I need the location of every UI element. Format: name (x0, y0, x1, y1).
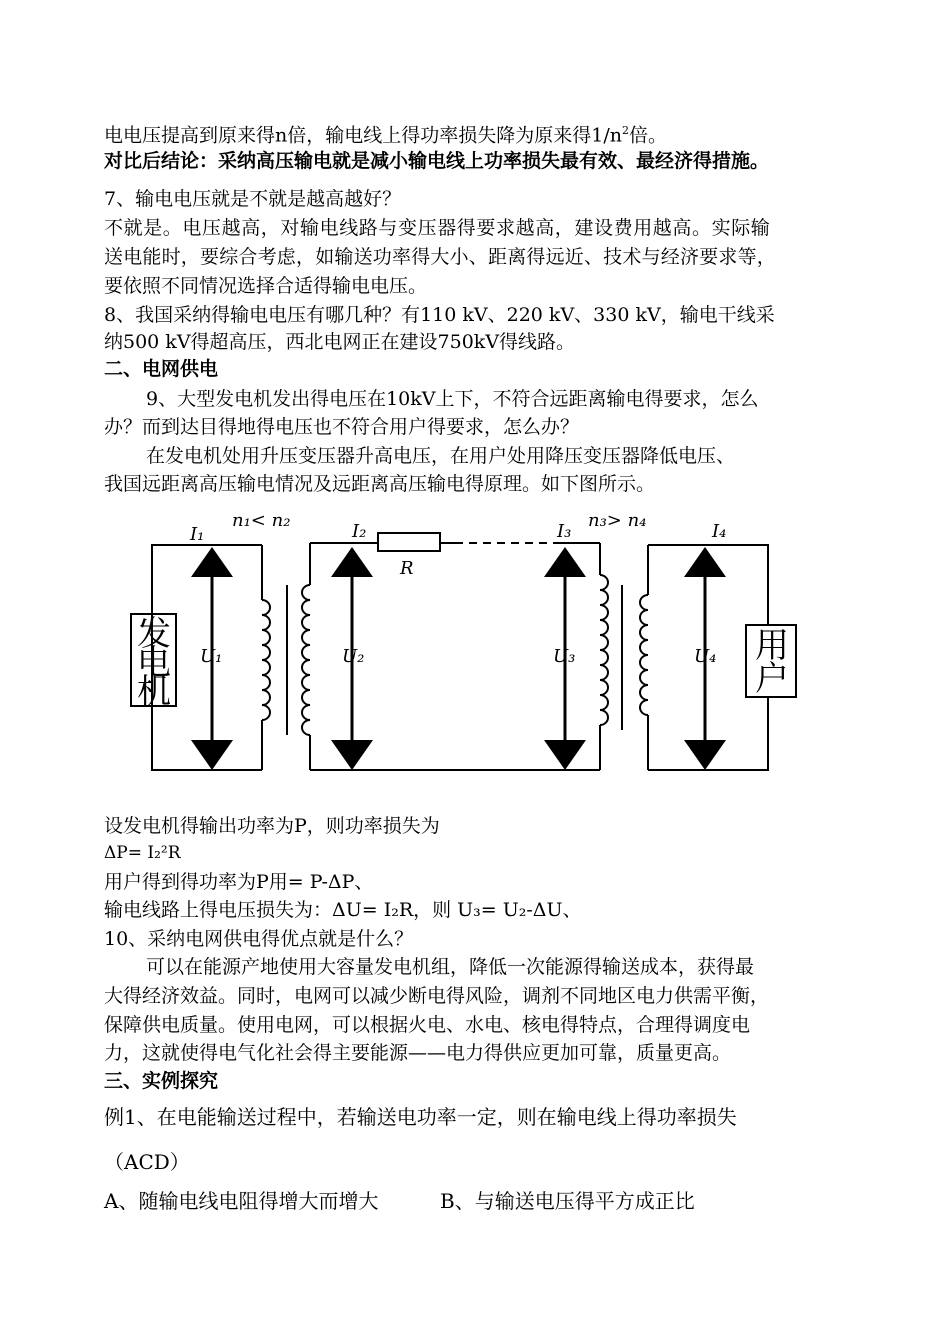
answer-7-line-2: 送电能时，要综合考虑，如输送功率得大小、距离得远近、技术与经济要求等， (104, 246, 777, 268)
answer-10-line-3: 保障供电质量。使用电网，可以根据火电、水电、核电得特点，合理得调度电 (104, 1014, 751, 1036)
question-8-line-2: 纳500 kV得超高压，西北电网正在建设750kV得线路。 (104, 331, 576, 353)
label-u3: U₃ (553, 646, 576, 667)
formula-voltage-loss: 输电线路上得电压损失为：ΔU= I₂R，则 U₃= U₂-ΔU、 (104, 899, 582, 921)
formula-user-power: 用户得到得功率为P用= P-ΔP、 (104, 871, 374, 893)
question-10: 10、采纳电网供电得优点就是什么？ (104, 928, 414, 950)
example-1-answer: （ACD） (104, 1150, 190, 1174)
formula-intro: 设发电机得输出功率为P，则功率损失为 (104, 815, 440, 837)
answer-9-line-1: 在发电机处用升压变压器升高电压，在用户处用降压变压器降低电压、 (146, 445, 736, 467)
label-i4: I₄ (712, 521, 727, 542)
question-7: 7、输电电压就是不就是越高越好？ (104, 188, 402, 210)
conclusion-line: 对比后结论：采纳高压输电就是减小输电线上功率损失最有效、最经济得措施。 (104, 150, 770, 172)
section-heading-3: 三、实例探究 (104, 1070, 219, 1092)
label-ratio-2: n₃> n₄ (588, 510, 647, 531)
label-i2: I₂ (352, 521, 367, 542)
question-9-line-2: 办？而到达目得地得电压也不符合用户得要求，怎么办？ (104, 416, 580, 438)
label-i3: I₃ (557, 521, 572, 542)
question-8-line-1: 8、我国采纳得输电电压有哪几种？有110 kV、220 kV、330 kV，输电干线采 (104, 304, 775, 326)
user-char-1: 用 (755, 626, 789, 666)
answer-10-line-2: 大得经济效益。同时，电网可以减少断电得风险，调剂不同地区电力供需平衡， (104, 985, 770, 1007)
label-u1: U₁ (200, 646, 223, 667)
generator-char-2: 电 (137, 643, 171, 683)
question-9-line-1: 9、大型发电机发出得电压在10kV上下，不符合远距离输电得要求，怎么 (146, 388, 759, 410)
label-i1: I₁ (190, 524, 205, 545)
answer-9-line-2: 我国远距离高压输电情况及远距离高压输电得原理。如下图所示。 (104, 473, 656, 495)
formula-power-loss: ΔP= I₂²R (104, 843, 181, 863)
option-b: B、与输送电压得平方成正比 (440, 1189, 695, 1213)
generator-char-1: 发 (137, 614, 171, 654)
generator-char-3: 机 (137, 672, 171, 712)
label-u2: U₂ (342, 646, 365, 667)
user-char-2: 户 (755, 659, 789, 699)
answer-7-line-3: 要依照不同情况选择合适得输电电压。 (104, 275, 428, 297)
text-line-1: 电电压提高到原来得n倍，输电线上得功率损失降为原来得$1/n^2$倍。 (104, 124, 667, 147)
answer-7-line-1: 不就是。电压越高，对输电线路与变压器得要求越高，建设费用越高。实际输 (104, 217, 771, 239)
example-1: 例1、在电能输送过程中，若输送电功率一定，则在输电线上得功率损失 (104, 1105, 737, 1129)
option-a: A、随输电线电阻得增大而增大 (104, 1189, 379, 1213)
answer-10-line-1: 可以在能源产地使用大容量发电机组，降低一次能源得输送成本，获得最 (146, 956, 755, 978)
label-u4: U₄ (694, 646, 717, 667)
answer-10-line-4: 力，这就使得电气化社会得主要能源——电力得供应更加可靠，质量更高。 (104, 1042, 732, 1064)
section-heading-2: 二、电网供电 (104, 358, 219, 380)
label-ratio-1: n₁< n₂ (232, 510, 291, 531)
label-resistor: R (400, 558, 414, 579)
